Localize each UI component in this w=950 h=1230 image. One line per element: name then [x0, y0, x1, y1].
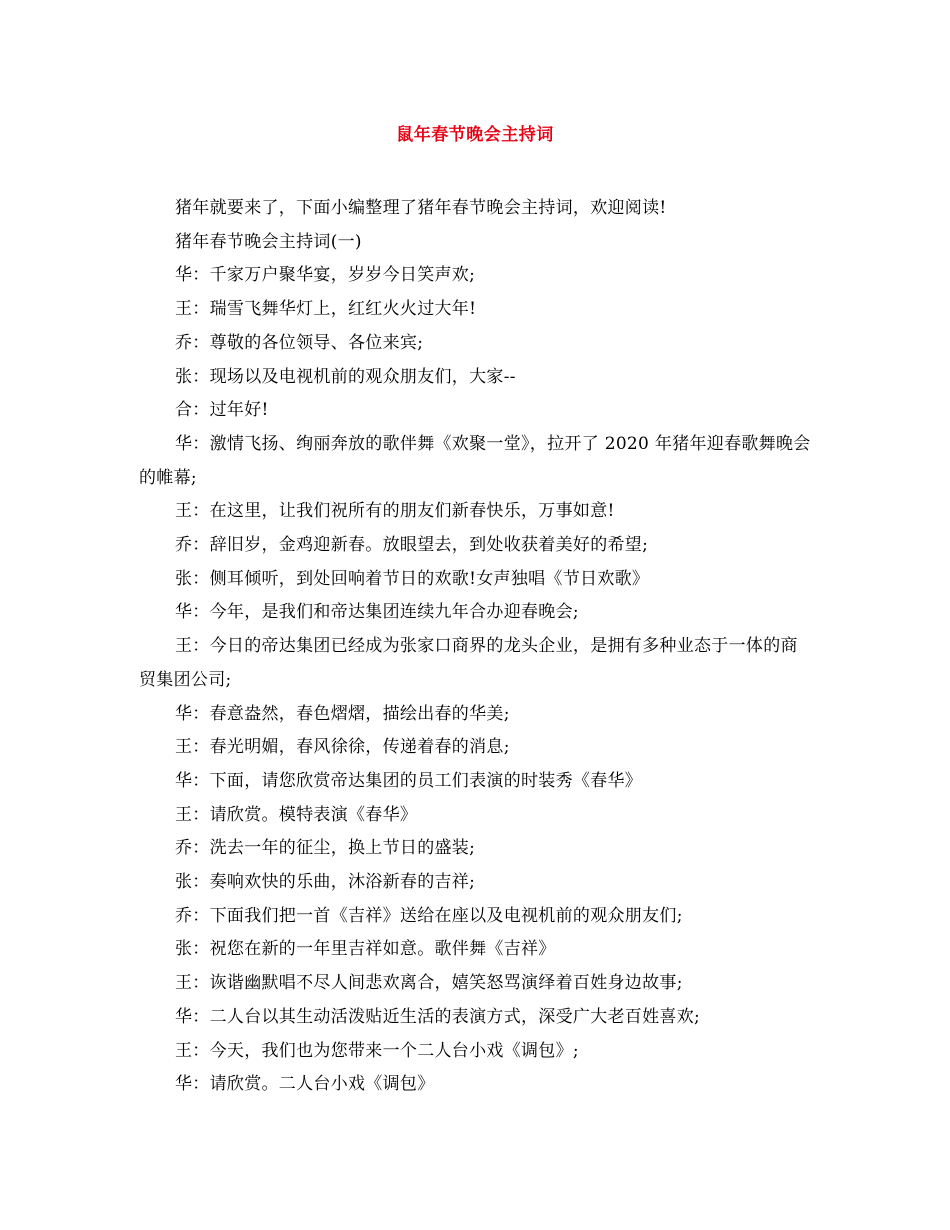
paragraph: 王：在这里，让我们祝所有的朋友们新春快乐，万事如意! — [175, 501, 615, 522]
paragraph: 华：请欣赏。二人台小戏《调包》 — [175, 1074, 435, 1095]
paragraph: 华：千家万户聚华宴，岁岁今日笑声欢; — [175, 265, 476, 286]
paragraph: 华：激情飞扬、绚丽奔放的歌伴舞《欢聚一堂》，拉开了 2020 年猪年迎春歌舞晚会的帷幕; — [139, 433, 811, 488]
paragraph: 猪年就要来了，下面小编整理了猪年春节晚会主持词，欢迎阅读! — [175, 198, 667, 218]
paragraph: 猪年春节晚会主持词(一) — [175, 231, 362, 252]
paragraph: 王：瑞雪飞舞华灯上，红红火火过大年! — [175, 299, 477, 320]
paragraph: 张：现场以及电视机前的观众朋友们，大家-- — [175, 366, 516, 387]
paragraph: 王：诙谐幽默唱不尽人间悲欢离合，嬉笑怒骂演绎着百姓身边故事; — [175, 973, 683, 994]
paragraph: 王：今日的帝达集团已经成为张家口商界的龙头企业，是拥有多种业态于一体的商贸集团公司; — [139, 636, 798, 690]
paragraph: 张：侧耳倾听，到处回响着节日的欢歌!女声独唱《节日欢歌》 — [175, 568, 650, 589]
document-body — [139, 192, 815, 1102]
paragraph: 王：请欣赏。模特表演《春华》 — [175, 804, 418, 825]
paragraph: 合：过年好! — [175, 400, 269, 421]
paragraph: 华：今年，是我们和帝达集团连续九年合办迎春晚会; — [175, 602, 579, 623]
paragraph: 王：春光明媚，春风徐徐，传递着春的消息; — [175, 737, 510, 758]
paragraph: 华：下面，请您欣赏帝达集团的员工们表演的时装秀《春华》 — [175, 770, 643, 791]
paragraph: 乔：下面我们把一首《吉祥》送给在座以及电视机前的观众朋友们; — [175, 905, 683, 926]
paragraph: 张：奏响欢快的乐曲，沐浴新春的吉祥; — [175, 872, 476, 893]
paragraph: 华：春意盎然，春色熠熠，描绘出春的华美; — [175, 703, 510, 724]
paragraph: 王：今天，我们也为您带来一个二人台小戏《调包》; — [175, 1040, 579, 1061]
document-title: 鼠年春节晚会主持词 — [396, 125, 554, 145]
paragraph: 张：祝您在新的一年里吉祥如意。歌伴舞《吉祥》 — [175, 939, 556, 960]
paragraph: 华：二人台以其生动活泼贴近生活的表演方式，深受广大老百姓喜欢; — [175, 1006, 701, 1027]
paragraph: 乔：洗去一年的征尘，换上节日的盛装; — [175, 838, 476, 859]
paragraph: 乔：辞旧岁，金鸡迎新春。放眼望去，到处收获着美好的希望; — [175, 535, 649, 556]
paragraph: 乔：尊敬的各位领导、各位来宾; — [175, 332, 424, 353]
